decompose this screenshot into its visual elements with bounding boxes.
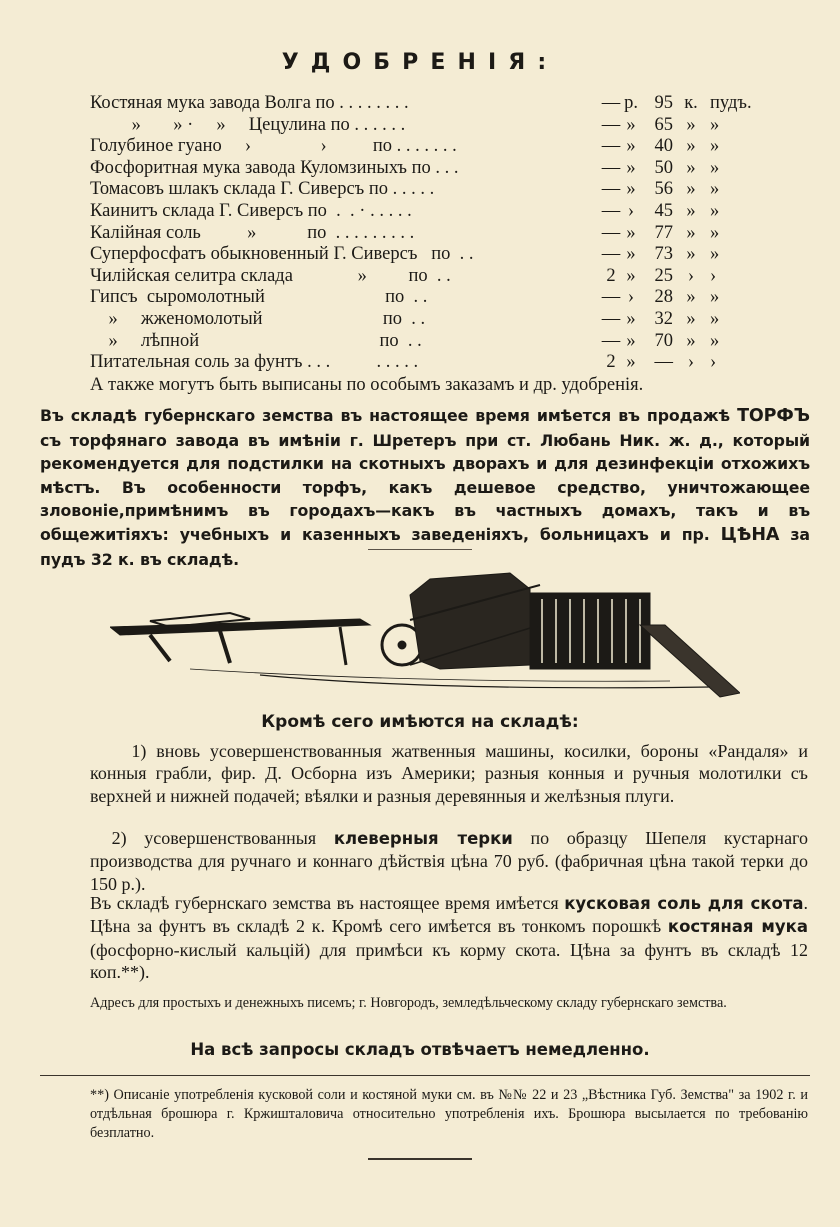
peat-keyword: ТОРФЪ: [737, 406, 810, 426]
price-dash: —: [601, 222, 621, 243]
price-value: 40: [654, 136, 673, 157]
price-kopeck: »: [686, 308, 696, 329]
clover-grater-label: клеверныя терки: [333, 829, 513, 848]
item-1-paragraph: 1) вновь усовершенствованныя жатвенныя машины, косилки, бороны «Рандаля» и конныя грабли, фир. Д. Осборна изъ Америки; разныя конныя и ручныя молотилки съ верхней и нижней подачей; вѣялки и разныя деревянныя и желѣзныя плуги.: [90, 741, 808, 806]
item-name: Костяная мука завода Волга по . . . . . . . .: [90, 93, 409, 113]
price-kopeck: »: [686, 200, 696, 221]
peat-text-3: за пудъ 32 к. въ складѣ.: [40, 524, 810, 569]
price-kopeck: ›: [687, 352, 695, 373]
price-unit: »: [626, 136, 636, 157]
price-row: [90, 223, 770, 245]
reply-notice: На всѣ запросы складъ отвѣчаетъ немедленно.: [190, 1040, 650, 1059]
price-unit: »: [626, 352, 636, 373]
price-unit: »: [626, 157, 636, 178]
price-unit: ›: [627, 200, 635, 221]
price-unit: р.: [624, 93, 638, 113]
price-per: »: [710, 200, 720, 221]
price-row: [90, 136, 770, 158]
threshing-machine-illustration: [110, 565, 740, 705]
item-2-text-1: 2) усовершенствованныя: [111, 828, 334, 848]
price-row: [90, 158, 770, 180]
price-value: 45: [654, 200, 673, 221]
price-dash: —: [601, 157, 621, 178]
item-name: » » · » Цецулина по . . . . . .: [90, 114, 406, 135]
item-name: Каинитъ склада Г. Сиверсъ по . . · . . . . .: [90, 200, 412, 221]
price-per: ›: [710, 352, 717, 373]
price-value: 32: [654, 308, 673, 329]
price-kopeck: ›: [687, 265, 695, 286]
peat-text-2: съ торфянаго завода въ имѣніи г. Шретеръ при ст. Любань Ник. ж. д., который рекомендуется для подстилки на скотныхъ дворахъ и для дезинфекціи отхожихъ мѣстъ. Въ особенности торфъ, какъ дешевое средство, уничтожающее зловоніе,примѣнимъ въ городахъ—какъ въ частныхъ домахъ, такъ и въ общежитіяхъ: учебныхъ и казенныхъ заведеніяхъ, больницахъ и пр.: [40, 430, 810, 544]
price-kopeck: »: [686, 114, 696, 135]
item-name: Калійная соль » по . . . . . . . . .: [90, 222, 415, 243]
price-value: 73: [654, 244, 673, 265]
price-kopeck: »: [686, 179, 696, 200]
price-dash: —: [601, 330, 621, 351]
peat-price-label: ЦѢНА: [720, 524, 780, 545]
price-per: »: [710, 244, 720, 265]
item-3-paragraph: [90, 892, 808, 984]
price-row: [90, 287, 770, 309]
price-value: 25: [654, 265, 673, 286]
price-value: 50: [654, 157, 673, 178]
also-available-heading: Кромѣ сего имѣются на складѣ:: [261, 712, 579, 732]
price-dash: —: [601, 244, 621, 265]
item-2-text-2: по образцу Шепеля кустарнаго производства для ручнаго и коннаго дѣйствія цѣна 70 руб. (фабричная цѣна такой терки до 150 р.).: [90, 828, 808, 894]
price-per: »: [710, 287, 720, 308]
price-value: 95: [654, 93, 673, 113]
price-per: »: [710, 330, 720, 351]
end-divider: [368, 1158, 472, 1160]
page-title: УДОБРЕНІЯ:: [281, 50, 559, 75]
price-per: ›: [710, 265, 717, 286]
price-dash: —: [601, 287, 621, 308]
peat-announcement: [40, 404, 810, 571]
price-value: 65: [654, 114, 673, 135]
footnote: **) Описаніе употребленія кусковой соли и костяной муки см. въ №№ 22 и 23 „Вѣстника Губ. Земства" за 1902 г. и отдѣльная брошюра г. Кржишталовича относительно употребленія ихъ. Брошюра высылается по требованію безплатно.: [90, 1087, 808, 1141]
price-per: »: [710, 179, 720, 200]
price-kopeck: к.: [684, 93, 698, 113]
price-unit: »: [626, 222, 636, 243]
price-per: »: [710, 114, 720, 135]
fertilizer-price-list: [90, 93, 770, 374]
mailing-address: Адресъ для простыхъ и денежныхъ писемъ; г. Новгородъ, земледѣльческому складу губернскаго земства.: [90, 995, 727, 1011]
bone-meal-label: костяная мука: [667, 917, 809, 937]
price-kopeck: »: [686, 244, 696, 265]
price-row: [90, 244, 770, 266]
price-unit: »: [626, 114, 636, 135]
lump-salt-label: кусковая соль для скота: [564, 894, 804, 913]
price-row: [90, 93, 770, 115]
price-row: [90, 331, 770, 353]
price-value: 28: [654, 287, 673, 308]
also-available-note: А также могутъ быть выписаны по особымъ заказамъ и др. удобренія.: [90, 375, 644, 395]
item-name: Питательная соль за фунтъ . . . . . . . .: [90, 352, 419, 373]
price-kopeck: »: [686, 330, 696, 351]
price-unit: ›: [627, 287, 635, 308]
price-kopeck: »: [686, 222, 696, 243]
price-dash: —: [601, 200, 621, 221]
price-value: 56: [654, 179, 673, 200]
item-name: Голубиное гуано › › по . . . . . . .: [90, 136, 457, 157]
price-kopeck: »: [686, 287, 696, 308]
price-kopeck: »: [686, 136, 696, 157]
item-3-text-3: (фосфорно-кислый кальцій) для примѣси къ корму скота. Цѣна за фунтъ въ складѣ 12 коп.**).: [90, 939, 808, 983]
price-per: »: [710, 308, 720, 329]
item-name: Гипсъ сыромолотный по . .: [90, 287, 428, 308]
price-value: —: [654, 352, 673, 373]
price-per: пудъ.: [710, 93, 752, 113]
item-name: Чилійская селитра склада » по . .: [90, 265, 451, 286]
peat-text-1: Въ складѣ губернскаго земства въ настоящее время имѣется въ продажѣ: [40, 406, 738, 425]
item-3-text-2: . Цѣна за фунтъ въ складѣ 2 к. Кромѣ сего имѣется въ тонкомъ порошкѣ: [90, 893, 809, 937]
price-unit: »: [626, 265, 636, 286]
price-unit: »: [626, 308, 636, 329]
price-per: »: [710, 222, 720, 243]
price-dash: —: [601, 114, 621, 135]
price-dash: 2: [606, 265, 616, 286]
price-unit: »: [626, 330, 636, 351]
divider: [368, 549, 472, 550]
price-unit: »: [626, 179, 636, 200]
price-dash: —: [601, 308, 621, 329]
price-dash: 2: [606, 352, 616, 373]
price-row: [90, 115, 770, 137]
footnote-divider: [40, 1075, 810, 1076]
price-per: »: [710, 136, 720, 157]
item-3-text-1: Въ складѣ губернскаго земства въ настоящее время имѣется: [90, 893, 565, 913]
price-value: 77: [654, 222, 673, 243]
price-kopeck: »: [686, 157, 696, 178]
price-unit: »: [626, 244, 636, 265]
price-per: »: [710, 157, 720, 178]
item-2-paragraph: [90, 827, 808, 895]
price-dash: —: [601, 93, 621, 113]
price-dash: —: [601, 136, 621, 157]
price-row: [90, 352, 770, 374]
price-row: [90, 266, 770, 288]
price-row: [90, 179, 770, 201]
price-row: [90, 201, 770, 223]
price-row: [90, 309, 770, 331]
item-name: » лѣпной по . .: [90, 330, 422, 351]
price-value: 70: [654, 330, 673, 351]
item-name: » жженомолотый по . .: [90, 308, 426, 329]
item-name: Суперфосфатъ обыкновенный Г. Сиверсъ по . .: [90, 244, 474, 265]
item-name: Фосфоритная мука завода Куломзиныхъ по . . .: [90, 157, 459, 178]
item-name: Томасовъ шлакъ склада Г. Сиверсъ по . . . . .: [90, 179, 435, 200]
price-dash: —: [601, 179, 621, 200]
